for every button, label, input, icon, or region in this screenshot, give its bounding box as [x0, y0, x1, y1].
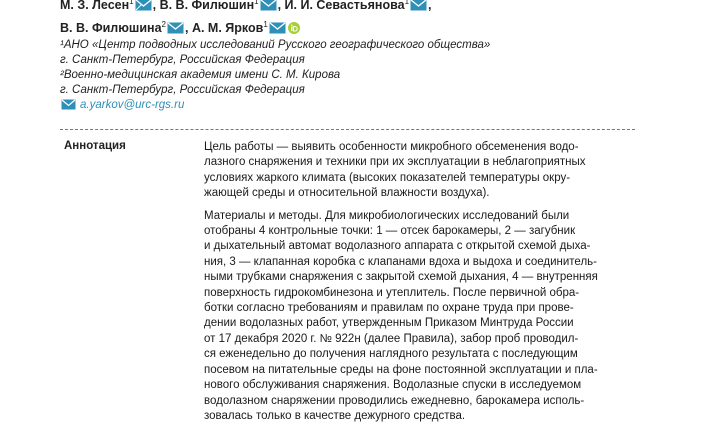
text-line: водолазном снаряжении проводились ежедневно, барокамера исполь- [204, 394, 585, 407]
author-affiliation-mark: 2 [161, 20, 166, 29]
text-line: Материалы и методы. Для микробиологических исследований были [204, 209, 570, 222]
text-line: посевом на питательные среды на фоне постоянной эксплуатации и пла- [204, 363, 598, 376]
affiliation-line: г. Санкт-Петербург, Российская Федерация [60, 54, 305, 66]
text-line: поверхность гидрокомбинезона и утеплитель. После первичной обра- [204, 286, 580, 299]
abstract-label: Аннотация [64, 140, 126, 152]
abstract-paragraph-methods [204, 209, 634, 425]
mail-icon[interactable] [135, 0, 152, 16]
mail-icon[interactable] [410, 0, 427, 16]
text-line: зовалась только в качестве дежурного средства. [204, 409, 466, 422]
text-line: дении водолазных работ, утвержденным Приказом Минтруда России [204, 317, 574, 330]
affiliation-line: ²Военно-медицинская академия имени С. М. Кирова [60, 69, 341, 81]
author-name: М. З. Лесен [60, 0, 130, 12]
text-line: лазного снаряжения и техники при их эксплуатации в неблагоприятных [204, 156, 586, 169]
affiliation-line: ¹АНО «Центр подводных исследований Русского географического общества» [60, 39, 491, 51]
mail-icon [61, 99, 76, 115]
author-affiliation-mark: 1 [263, 20, 268, 29]
mail-icon[interactable] [167, 22, 184, 39]
text-line: ботки согласно требованиям и правилам по охране труда при прове- [204, 302, 574, 315]
author-name: В. В. Филюшин [159, 0, 255, 12]
author-line-1: М. З. Лесен$^1$ , В. В. Филюшин$^1$ , И. И. Севастьянова$^1$ , [60, 0, 432, 16]
mail-icon[interactable] [269, 22, 286, 39]
author-name: И. И. Севастьянова [284, 0, 405, 12]
text-line: условиях жаркого климата (высоких показателей температуры окру- [204, 171, 571, 184]
abstract-body [204, 140, 634, 431]
orcid-icon[interactable] [288, 22, 300, 39]
text-line: ся еженедельно до получения наглядного результата с последующим [204, 348, 578, 361]
text-line: ния, 3 — клапанная коробка с клапанами вдоха и выдоха и соединитель- [204, 255, 597, 268]
author-affiliation-mark: 1 [254, 0, 259, 6]
text-line: и дыхательный автомат водолазного аппарата с открытой схемой дыха- [204, 240, 591, 253]
section-divider [60, 129, 635, 130]
text-line: Цель работы — выявить особенности микробного обсеменения водо- [204, 141, 579, 153]
author-affiliation-mark: 1 [129, 0, 134, 6]
author-affiliation-mark: 1 [404, 0, 410, 6]
affiliation-line: г. Санкт-Петербург, Российская Федерация [60, 84, 305, 96]
text-line: от 17 декабря 2020 г. № 922н (далее Правила), забор проб проводил- [204, 332, 579, 345]
author-list [60, 0, 432, 39]
author-name: А. М. Ярков [191, 21, 264, 35]
mail-icon[interactable] [260, 0, 277, 16]
text-line: ными трубками снаряжения с закрытой схемой дыхания, 4 — внутренняя [204, 271, 598, 284]
abstract-paragraph-aim [204, 140, 634, 202]
contact-email-link[interactable]: a.yarkov@urc-rgs.ru [80, 99, 185, 111]
author-line-2: В. В. Филюшина$^2$ , А. М. Ярков$^1$ [60, 16, 432, 39]
text-line: отобраны 4 контрольные точки: 1 — отсек барокамеры, 2 — загубник [204, 225, 576, 238]
contact-email-row [60, 98, 490, 115]
affiliations [60, 38, 490, 115]
text-line: жающей среды и относительной влажности воздуха). [204, 187, 490, 200]
author-name: В. В. Филюшина [60, 21, 162, 35]
text-line: нового обслуживания снаряжения. Водолазные спуски в исследуемом [204, 379, 582, 392]
